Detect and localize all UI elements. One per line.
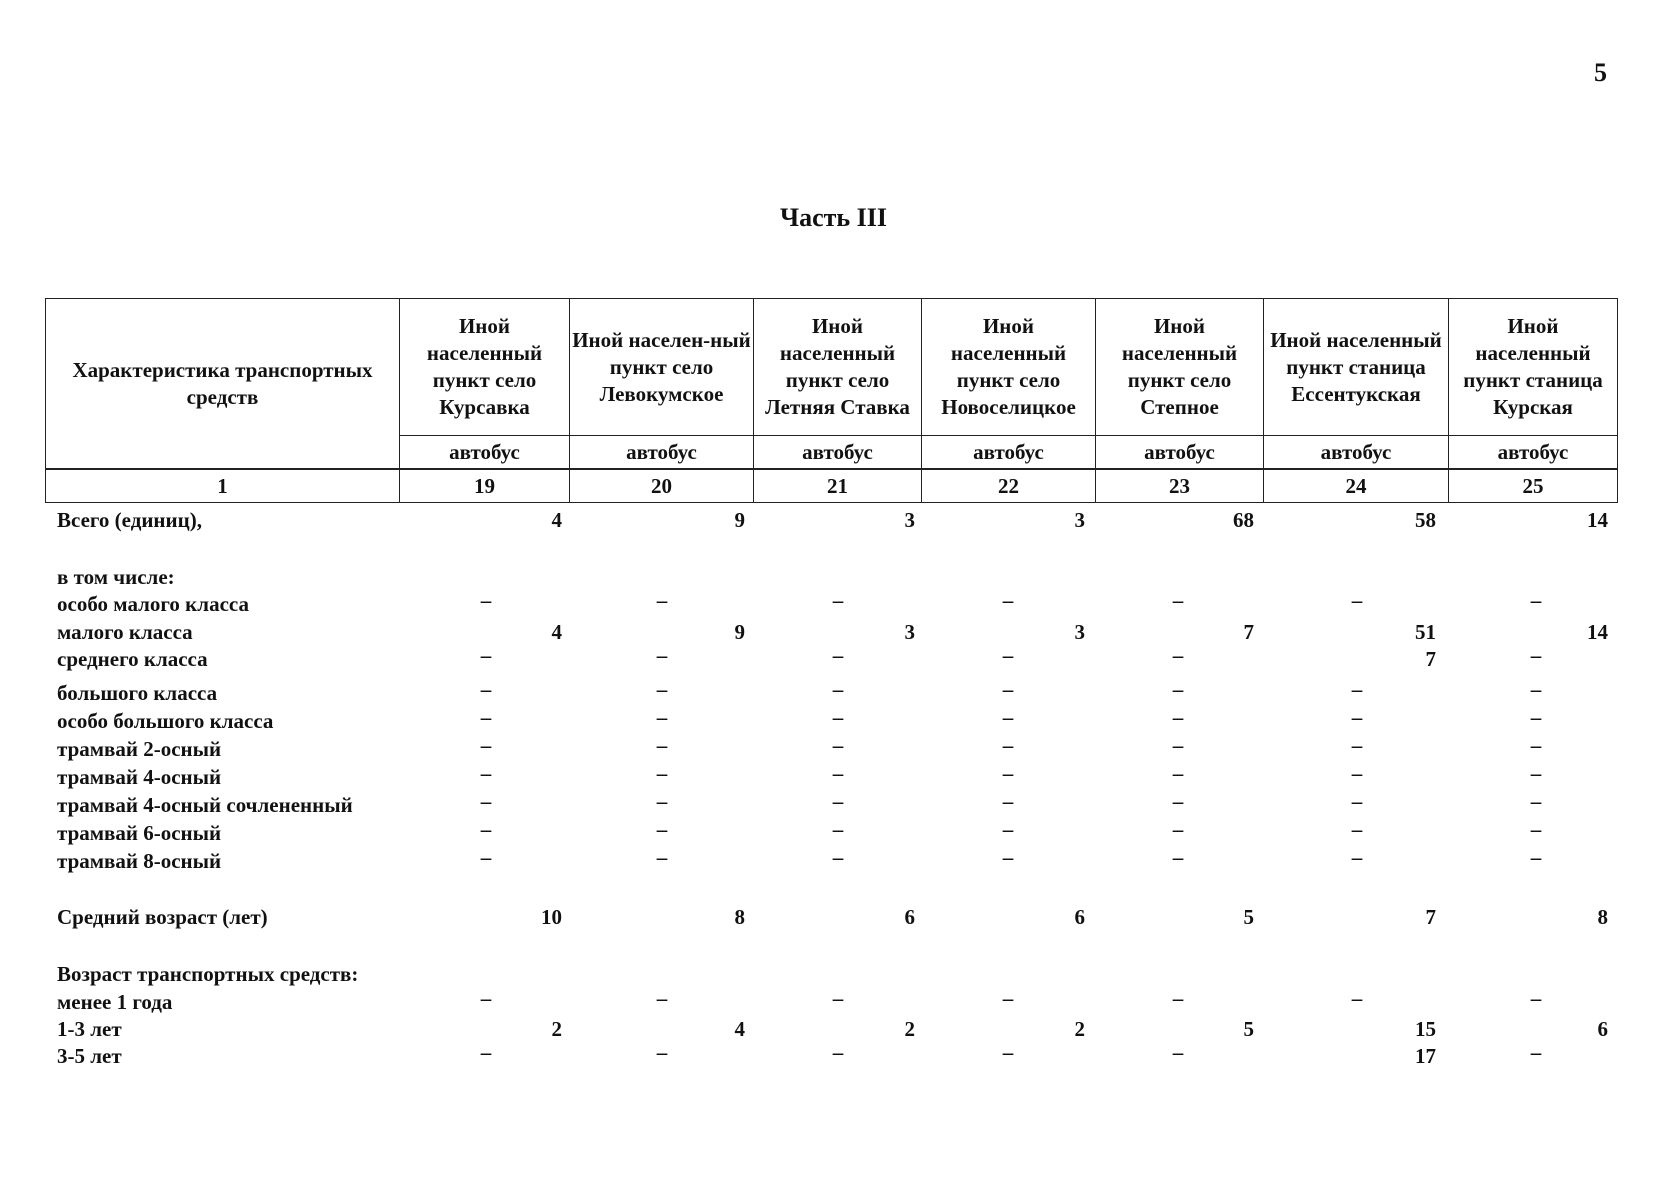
column-number: 24 <box>1264 469 1449 503</box>
column-number: 23 <box>1096 469 1264 503</box>
column-number: 21 <box>754 469 922 503</box>
table-cell: – <box>1172 588 1184 612</box>
table-cell: – <box>656 817 668 841</box>
table-cell: – <box>1530 761 1542 785</box>
table-cell: 4 <box>551 620 562 644</box>
table-cell: 15 <box>1415 1017 1436 1041</box>
table-cell: – <box>832 845 844 869</box>
column-number: 22 <box>922 469 1096 503</box>
table-cell: – <box>1002 643 1014 667</box>
table-cell: 6 <box>1074 905 1085 929</box>
column-header-vehicle: автобус <box>400 436 570 470</box>
table-cell: – <box>1530 705 1542 729</box>
row-label: особо большого класса <box>57 709 274 733</box>
table-cell: 3 <box>1074 620 1085 644</box>
row-label: Средний возраст (лет) <box>57 905 268 929</box>
page-number: 5 <box>1594 58 1607 87</box>
table-cell: – <box>832 705 844 729</box>
table-cell: 6 <box>904 905 915 929</box>
row-label: менее 1 года <box>57 990 173 1014</box>
row-label: особо малого класса <box>57 592 249 616</box>
column-header-place: Иной населенный пункт село Летняя Ставка <box>754 299 922 436</box>
row-label: в том числе: <box>57 565 175 589</box>
column-header-place: Иной населенный пункт село Степное <box>1096 299 1264 436</box>
table-cell: – <box>656 643 668 667</box>
table-cell: – <box>1172 817 1184 841</box>
row-label: малого класса <box>57 620 193 644</box>
table-cell: – <box>1530 588 1542 612</box>
table-cell: – <box>480 789 492 813</box>
table-cell: – <box>656 677 668 701</box>
table-cell: – <box>1002 817 1014 841</box>
table-cell: – <box>656 761 668 785</box>
row-label: Возраст транспортных средств: <box>57 962 359 986</box>
row-label: 3-5 лет <box>57 1044 122 1068</box>
table-cell: – <box>832 643 844 667</box>
table-cell: – <box>480 733 492 757</box>
table-cell: – <box>1002 677 1014 701</box>
table-cell: – <box>1002 789 1014 813</box>
table-cell: – <box>1530 677 1542 701</box>
table-cell: – <box>1172 677 1184 701</box>
row-label: 1-3 лет <box>57 1017 122 1041</box>
table-cell: 9 <box>734 508 745 532</box>
table-cell: 2 <box>904 1017 915 1041</box>
table-cell: 8 <box>1597 905 1608 929</box>
table-cell: – <box>480 845 492 869</box>
table-cell: – <box>480 761 492 785</box>
column-number: 25 <box>1449 469 1618 503</box>
table-cell: – <box>832 1040 844 1064</box>
table-cell: 68 <box>1233 508 1254 532</box>
table-cell: 3 <box>1074 508 1085 532</box>
table-cell: – <box>656 733 668 757</box>
row-label: трамвай 4-осный сочлененный <box>57 793 353 817</box>
table-cell: – <box>1002 588 1014 612</box>
table-cell: 6 <box>1597 1017 1608 1041</box>
column-header-vehicle: автобус <box>1449 436 1618 470</box>
table-cell: – <box>832 761 844 785</box>
table-cell: – <box>1530 817 1542 841</box>
table-cell: – <box>1002 733 1014 757</box>
table-cell: 5 <box>1243 905 1254 929</box>
table-cell: – <box>1002 705 1014 729</box>
row-label: большого класса <box>57 681 218 705</box>
column-header-vehicle: автобус <box>922 436 1096 470</box>
column-header-place: Иной населенный пункт село Новоселицкое <box>922 299 1096 436</box>
table-cell: – <box>1530 733 1542 757</box>
table-cell: – <box>1351 733 1363 757</box>
column-header-place: Иной населен-ный пункт село Левокумское <box>570 299 754 436</box>
table-cell: – <box>656 1040 668 1064</box>
table-cell: – <box>1172 733 1184 757</box>
table-cell: 58 <box>1415 508 1436 532</box>
table-cell: – <box>1172 986 1184 1010</box>
table-cell: – <box>1351 705 1363 729</box>
table-cell: – <box>832 677 844 701</box>
table-cell: 14 <box>1587 508 1608 532</box>
table-cell: – <box>656 986 668 1010</box>
table-cell: – <box>1351 761 1363 785</box>
table-cell: – <box>832 733 844 757</box>
table-cell: – <box>480 1040 492 1064</box>
table-cell: – <box>1172 845 1184 869</box>
table-cell: 9 <box>734 620 745 644</box>
column-number: 1 <box>46 469 400 503</box>
table-cell: – <box>1351 588 1363 612</box>
table-cell: – <box>480 817 492 841</box>
table-cell: 14 <box>1587 620 1608 644</box>
table-cell: – <box>1530 986 1542 1010</box>
table-cell: 10 <box>541 905 562 929</box>
table-cell: 7 <box>1425 905 1436 929</box>
table-cell: – <box>1002 1040 1014 1064</box>
table-cell: – <box>832 789 844 813</box>
table-cell: – <box>832 588 844 612</box>
table-cell: – <box>1530 845 1542 869</box>
table-cell: – <box>832 817 844 841</box>
table-cell: – <box>1351 789 1363 813</box>
table-cell: – <box>480 643 492 667</box>
table-cell: – <box>1530 789 1542 813</box>
table-cell: 51 <box>1415 620 1436 644</box>
table-cell: – <box>1351 986 1363 1010</box>
table-cell: – <box>1172 643 1184 667</box>
table-cell: 4 <box>734 1017 745 1041</box>
column-header-vehicle: автобус <box>1264 436 1449 470</box>
table-cell: 8 <box>734 905 745 929</box>
table-cell: – <box>1002 845 1014 869</box>
column-number: 19 <box>400 469 570 503</box>
column-header-vehicle: автобус <box>570 436 754 470</box>
column-number: 20 <box>570 469 754 503</box>
column-header-place: Иной населенный пункт станица Курская <box>1449 299 1618 436</box>
table-cell: 2 <box>551 1017 562 1041</box>
column-header-place: Иной населенный пункт село Курсавка <box>400 299 570 436</box>
row-label: трамвай 6-осный <box>57 821 222 845</box>
table-cell: – <box>480 677 492 701</box>
table-cell: 7 <box>1243 620 1254 644</box>
table-cell: – <box>1002 986 1014 1010</box>
table-cell: – <box>1002 761 1014 785</box>
table-cell: – <box>1351 845 1363 869</box>
column-header-vehicle: автобус <box>754 436 922 470</box>
table-cell: 4 <box>551 508 562 532</box>
table-cell: – <box>1530 643 1542 667</box>
table-cell: – <box>656 789 668 813</box>
row-label: среднего класса <box>57 647 208 671</box>
table-cell: 5 <box>1243 1017 1254 1041</box>
table-cell: – <box>1172 705 1184 729</box>
table-cell: – <box>656 705 668 729</box>
table-cell: – <box>480 705 492 729</box>
table-cell: – <box>1530 1040 1542 1064</box>
table-cell: 3 <box>904 620 915 644</box>
table-cell: – <box>1172 1040 1184 1064</box>
table-cell: 3 <box>904 508 915 532</box>
table-cell: – <box>656 845 668 869</box>
table-cell: 7 <box>1425 647 1436 671</box>
table-cell: – <box>480 986 492 1010</box>
table-cell: – <box>1351 677 1363 701</box>
table-cell: – <box>656 588 668 612</box>
table-cell: 17 <box>1415 1044 1436 1068</box>
row-label: трамвай 2-осный <box>57 737 222 761</box>
table-cell: 2 <box>1074 1017 1085 1041</box>
column-header-place: Иной населенный пункт станица Ессентукская <box>1264 299 1449 436</box>
row-label: Всего (единиц), <box>57 508 202 532</box>
row-label: трамвай 8-осный <box>57 849 222 873</box>
row-label: трамвай 4-осный <box>57 765 222 789</box>
part-title: Часть III <box>780 203 887 232</box>
table-cell: – <box>1172 761 1184 785</box>
table-cell: – <box>1172 789 1184 813</box>
table-cell: – <box>1351 817 1363 841</box>
column-header-vehicle: автобус <box>1096 436 1264 470</box>
table-cell: – <box>832 986 844 1010</box>
table-cell: – <box>480 588 492 612</box>
characteristic-header: Характеристика транспортных средств <box>46 299 400 470</box>
